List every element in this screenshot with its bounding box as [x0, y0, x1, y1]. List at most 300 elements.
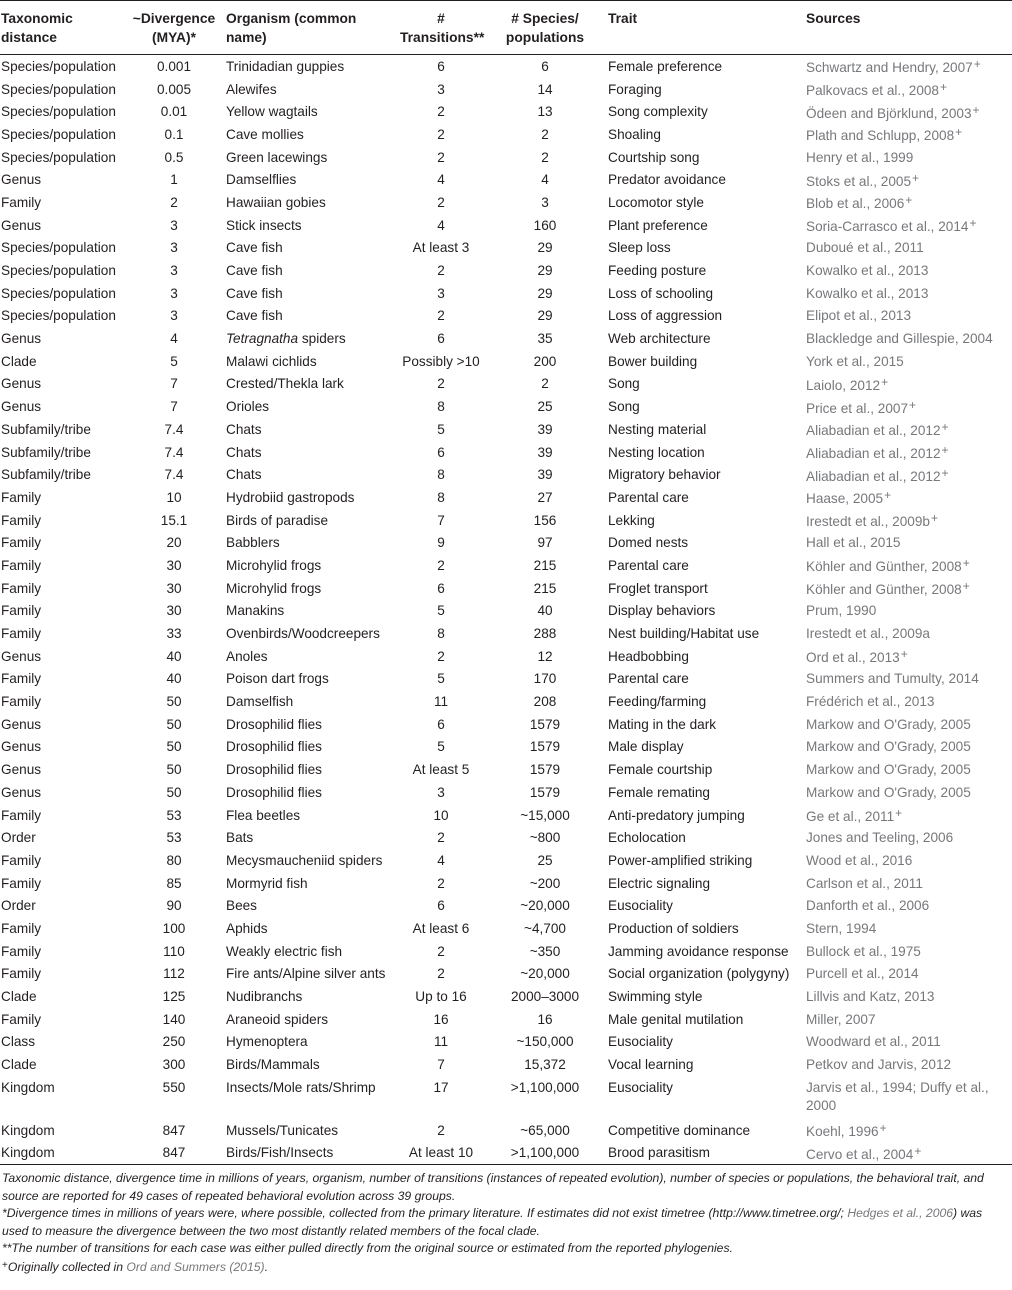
cell-trait-text: Lekking	[608, 512, 655, 528]
cell-divergence	[124, 350, 224, 373]
cell-organism-text: Flea beetles	[226, 807, 301, 823]
cell-source-text: Petkov and Jarvis, 2012	[806, 1057, 952, 1073]
footnote-divergence-ref[interactable]: Hedges et al., 2006	[847, 1206, 954, 1221]
cell-divergence	[124, 645, 224, 668]
cell-source[interactable]	[804, 441, 1012, 464]
cell-divergence-text: 125	[162, 989, 186, 1005]
cell-source[interactable]	[804, 781, 1012, 804]
cell-species	[484, 305, 606, 328]
cell-trait-text: Echolocation	[608, 830, 686, 846]
cell-species	[484, 78, 606, 101]
cell-transitions-text: 4	[437, 172, 445, 188]
cell-source[interactable]	[804, 305, 1012, 328]
cell-source[interactable]	[804, 1119, 1012, 1142]
cell-source-text: Koehl, 1996	[806, 1124, 879, 1140]
cell-divergence-text: 40	[166, 671, 182, 687]
cell-taxonomic-distance	[0, 305, 124, 328]
cell-transitions-text: 3	[437, 784, 445, 800]
cell-organism-text: Cave fish	[226, 308, 283, 324]
cell-trait-text: Production of soldiers	[608, 920, 739, 936]
table-row	[0, 849, 1012, 872]
cell-trait-text: Jamming avoidance response	[608, 943, 789, 959]
cell-source-text: Blob et al., 2006	[806, 196, 905, 212]
cell-source[interactable]	[804, 963, 1012, 986]
cell-transitions-text: 5	[437, 603, 445, 619]
cell-source[interactable]	[804, 804, 1012, 827]
cell-source-text: Elipot et al., 2013	[806, 308, 912, 324]
organism-rest: spiders	[298, 331, 346, 347]
cell-organism-text: Damselfish	[226, 694, 294, 710]
cell-taxonomic-distance	[0, 963, 124, 986]
cell-source[interactable]	[804, 622, 1012, 645]
cell-transitions	[398, 1142, 484, 1165]
cell-divergence-text: 53	[166, 830, 182, 846]
cell-taxonomic-distance-text: Subfamily/tribe	[1, 421, 91, 437]
cell-divergence-text: 3	[170, 263, 178, 279]
cell-divergence-text: 15.1	[160, 512, 188, 528]
cell-divergence	[124, 463, 224, 486]
cell-trait-text: Swimming style	[608, 989, 703, 1005]
cell-organism	[224, 917, 398, 940]
cell-species-text: ~150,000	[516, 1034, 574, 1050]
table-row	[0, 463, 1012, 486]
cell-divergence	[124, 237, 224, 260]
cell-species	[484, 123, 606, 146]
cell-divergence-text: 30	[166, 603, 182, 619]
cell-species	[484, 894, 606, 917]
cell-source[interactable]	[804, 395, 1012, 418]
cell-species	[484, 600, 606, 623]
cell-transitions	[398, 804, 484, 827]
cell-trait	[606, 100, 804, 123]
cell-organism	[224, 168, 398, 191]
cell-trait	[606, 1008, 804, 1031]
table-row	[0, 214, 1012, 237]
table-row	[0, 55, 1012, 78]
cell-trait	[606, 963, 804, 986]
cell-taxonomic-distance-text: Subfamily/tribe	[1, 444, 91, 460]
cell-divergence	[124, 55, 224, 78]
cell-organism	[224, 849, 398, 872]
header-sources: Sources	[804, 1, 1012, 55]
cell-source[interactable]	[804, 418, 1012, 441]
cell-source-text: Summers and Tumulty, 2014	[806, 671, 979, 687]
cell-source[interactable]	[804, 463, 1012, 486]
cell-divergence-text: 7.4	[164, 467, 184, 483]
cell-taxonomic-distance-text: Genus	[1, 739, 42, 755]
cell-divergence	[124, 1076, 224, 1119]
cell-taxonomic-distance-text: Clade	[1, 353, 37, 369]
cell-source[interactable]	[804, 259, 1012, 282]
cell-source-text: Henry et al., 1999	[806, 149, 914, 165]
original-source-mark: +	[962, 579, 970, 594]
cell-species	[484, 781, 606, 804]
table-row	[0, 758, 1012, 781]
cell-transitions-text: 4	[437, 217, 445, 233]
footnote-original-ref[interactable]: Ord and Summers (2015)	[126, 1260, 265, 1275]
cell-transitions	[398, 622, 484, 645]
cell-organism-text: Babblers	[226, 535, 280, 551]
cell-organism	[224, 350, 398, 373]
cell-trait	[606, 191, 804, 214]
cell-organism-text: Mormyrid fish	[226, 875, 308, 891]
cell-species	[484, 441, 606, 464]
cell-source[interactable]	[804, 1076, 1012, 1119]
cell-species-text: 1579	[529, 762, 561, 778]
cell-species	[484, 736, 606, 759]
cell-transitions-text: 2	[437, 263, 445, 279]
cell-divergence-text: 100	[162, 920, 186, 936]
cell-transitions	[398, 1053, 484, 1076]
cell-source[interactable]	[804, 237, 1012, 260]
cell-species-text: 2	[541, 126, 549, 142]
cell-taxonomic-distance-text: Family	[1, 512, 42, 528]
table-row	[0, 395, 1012, 418]
cell-trait-text: Froglet transport	[608, 580, 708, 596]
cell-transitions-text: 3	[437, 285, 445, 301]
cell-organism	[224, 305, 398, 328]
cell-taxonomic-distance	[0, 168, 124, 191]
cell-species	[484, 395, 606, 418]
cell-trait-text: Foraging	[608, 81, 662, 97]
table-row	[0, 146, 1012, 169]
cell-source[interactable]	[804, 373, 1012, 396]
cell-divergence	[124, 1053, 224, 1076]
cell-trait	[606, 373, 804, 396]
cell-trait-text: Headbobbing	[608, 648, 689, 664]
cell-organism	[224, 327, 398, 350]
cell-trait	[606, 554, 804, 577]
cell-organism-text: Insects/Mole rats/Shrimp	[226, 1079, 376, 1095]
cell-organism	[224, 963, 398, 986]
cell-organism-text: Ovenbirds/Woodcreepers	[226, 626, 380, 642]
cell-source[interactable]	[804, 849, 1012, 872]
cell-source-text: Markow and O'Grady, 2005	[806, 762, 971, 778]
cell-source-text: Laiolo, 2012	[806, 377, 881, 393]
cell-source[interactable]	[804, 350, 1012, 373]
cell-species	[484, 1008, 606, 1031]
cell-trait	[606, 804, 804, 827]
cell-trait	[606, 350, 804, 373]
cell-source[interactable]	[804, 554, 1012, 577]
cell-transitions-text: At least 5	[412, 762, 470, 778]
cell-source-text: Soria-Carrasco et al., 2014	[806, 219, 969, 235]
cell-transitions-text: 2	[437, 830, 445, 846]
cell-species	[484, 963, 606, 986]
cell-divergence-text: 1	[170, 172, 178, 188]
cell-taxonomic-distance-text: Species/population	[1, 285, 116, 301]
cell-organism	[224, 894, 398, 917]
table-row	[0, 804, 1012, 827]
cell-source[interactable]	[804, 894, 1012, 917]
cell-trait-text: Bower building	[608, 353, 698, 369]
cell-divergence-text: 50	[166, 784, 182, 800]
cell-taxonomic-distance-text: Class	[1, 1034, 35, 1050]
cell-divergence	[124, 713, 224, 736]
cell-organism	[224, 373, 398, 396]
cell-transitions	[398, 894, 484, 917]
cell-source[interactable]	[804, 123, 1012, 146]
cell-organism	[224, 826, 398, 849]
cell-trait	[606, 826, 804, 849]
cell-species-text: 2	[541, 149, 549, 165]
cell-species	[484, 55, 606, 78]
cell-divergence	[124, 146, 224, 169]
cell-species-text: 208	[533, 694, 557, 710]
cell-trait	[606, 1076, 804, 1119]
cell-source[interactable]	[804, 758, 1012, 781]
cell-trait-text: Sleep loss	[608, 240, 671, 256]
genus-name: Tetragnatha	[226, 331, 299, 347]
cell-trait	[606, 509, 804, 532]
table-row	[0, 1031, 1012, 1054]
cell-source[interactable]	[804, 486, 1012, 509]
cell-organism-text: Poison dart frogs	[226, 671, 329, 687]
cell-source[interactable]	[804, 531, 1012, 554]
cell-source[interactable]	[804, 78, 1012, 101]
cell-transitions	[398, 282, 484, 305]
cell-divergence-text: 30	[166, 557, 182, 573]
cell-transitions	[398, 554, 484, 577]
cell-organism	[224, 713, 398, 736]
cell-source-text: Jones and Teeling, 2006	[806, 830, 954, 846]
cell-source[interactable]	[804, 1008, 1012, 1031]
cell-species	[484, 214, 606, 237]
table-row	[0, 872, 1012, 895]
header-organism: Organism (common name)	[224, 1, 398, 55]
cell-organism	[224, 1076, 398, 1119]
cell-source-text: Stern, 1994	[806, 920, 877, 936]
cell-organism	[224, 214, 398, 237]
header-species: # Species/ populations	[484, 1, 606, 55]
cell-divergence-text: 33	[166, 626, 182, 642]
cell-organism-text: Nudibranchs	[226, 989, 303, 1005]
table-row	[0, 826, 1012, 849]
cell-organism-text: Birds/Mammals	[226, 1057, 320, 1073]
cell-transitions	[398, 736, 484, 759]
cell-source[interactable]	[804, 668, 1012, 691]
cell-taxonomic-distance	[0, 1008, 124, 1031]
cell-trait-text: Parental care	[608, 671, 689, 687]
cell-transitions-text: Possibly >10	[402, 353, 480, 369]
cell-transitions	[398, 963, 484, 986]
table-row	[0, 486, 1012, 509]
original-source-mark: +	[962, 556, 970, 571]
table-row	[0, 259, 1012, 282]
cell-taxonomic-distance	[0, 554, 124, 577]
cell-transitions-text: 5	[437, 421, 445, 437]
cell-divergence	[124, 214, 224, 237]
cell-trait-text: Migratory behavior	[608, 467, 721, 483]
cell-taxonomic-distance-text: Family	[1, 943, 42, 959]
cell-transitions	[398, 577, 484, 600]
table-row	[0, 622, 1012, 645]
cell-organism	[224, 486, 398, 509]
cell-transitions	[398, 668, 484, 691]
cell-organism	[224, 1053, 398, 1076]
cell-transitions	[398, 985, 484, 1008]
cell-transitions-text: 17	[433, 1079, 449, 1095]
cell-species-text: 156	[533, 512, 557, 528]
cell-taxonomic-distance	[0, 849, 124, 872]
cell-taxonomic-distance-text: Order	[1, 830, 36, 846]
cell-trait-text: Song	[608, 376, 640, 392]
cell-source[interactable]	[804, 214, 1012, 237]
cell-divergence-text: 0.001	[156, 58, 192, 74]
cell-source-text: Aliabadian et al., 2012	[806, 468, 941, 484]
cell-source[interactable]	[804, 1142, 1012, 1165]
cell-transitions	[398, 486, 484, 509]
cell-organism-text: Malawi cichlids	[226, 353, 317, 369]
cell-transitions-text: 16	[433, 1011, 449, 1027]
cell-transitions-text: 2	[437, 648, 445, 664]
original-source-mark: +	[969, 216, 977, 231]
cell-source[interactable]	[804, 1031, 1012, 1054]
cell-source[interactable]	[804, 327, 1012, 350]
cell-source[interactable]	[804, 826, 1012, 849]
cell-transitions	[398, 373, 484, 396]
cell-divergence	[124, 1008, 224, 1031]
cell-source-text: Markow and O'Grady, 2005	[806, 716, 971, 732]
table-row	[0, 963, 1012, 986]
cell-taxonomic-distance-text: Species/population	[1, 308, 116, 324]
cell-species-text: 39	[537, 467, 553, 483]
cell-taxonomic-distance	[0, 1031, 124, 1054]
cell-organism	[224, 758, 398, 781]
cell-organism-text: Mussels/Tunicates	[226, 1122, 339, 1138]
cell-transitions-text: 2	[437, 126, 445, 142]
cell-trait-text: Courtship song	[608, 149, 700, 165]
cell-source[interactable]	[804, 872, 1012, 895]
cell-source[interactable]	[804, 736, 1012, 759]
cell-trait-text: Mating in the dark	[608, 716, 717, 732]
cell-transitions-text: 6	[437, 898, 445, 914]
cell-organism	[224, 690, 398, 713]
table-row	[0, 894, 1012, 917]
cell-species-text: 2000–3000	[510, 989, 580, 1005]
cell-divergence	[124, 622, 224, 645]
cell-source[interactable]	[804, 940, 1012, 963]
cell-organism	[224, 1008, 398, 1031]
cell-transitions	[398, 191, 484, 214]
table-row	[0, 441, 1012, 464]
cell-organism	[224, 1119, 398, 1142]
cell-source[interactable]	[804, 191, 1012, 214]
cell-species	[484, 100, 606, 123]
cell-species	[484, 849, 606, 872]
cell-source[interactable]	[804, 55, 1012, 78]
cell-taxonomic-distance	[0, 1142, 124, 1165]
cell-source[interactable]	[804, 645, 1012, 668]
cell-source-text: Duboué et al., 2011	[806, 240, 924, 256]
footnote-original-source	[2, 1257, 1010, 1276]
cell-taxonomic-distance-text: Genus	[1, 784, 42, 800]
cell-taxonomic-distance	[0, 123, 124, 146]
cell-species	[484, 463, 606, 486]
cell-source-text: Aliabadian et al., 2012	[806, 423, 941, 439]
cell-source[interactable]	[804, 168, 1012, 191]
original-source-mark: +	[895, 806, 903, 821]
cell-species	[484, 622, 606, 645]
cell-species-text: 16	[537, 1011, 553, 1027]
cell-divergence-text: 7.4	[164, 421, 184, 437]
cell-trait-text: Vocal learning	[608, 1057, 694, 1073]
cell-source[interactable]	[804, 146, 1012, 169]
table-row	[0, 1053, 1012, 1076]
cell-divergence	[124, 963, 224, 986]
cell-source[interactable]	[804, 509, 1012, 532]
cell-taxonomic-distance-text: Species/population	[1, 149, 116, 165]
cell-source-text: Woodward et al., 2011	[806, 1034, 941, 1050]
cell-taxonomic-distance	[0, 191, 124, 214]
cell-divergence-text: 7	[170, 376, 178, 392]
cell-taxonomic-distance	[0, 758, 124, 781]
cell-trait-text: Predator avoidance	[608, 172, 726, 188]
table-row	[0, 191, 1012, 214]
cell-taxonomic-distance-text: Family	[1, 535, 42, 551]
table-row	[0, 736, 1012, 759]
cell-taxonomic-distance-text: Family	[1, 852, 42, 868]
cell-divergence-text: 300	[162, 1057, 186, 1073]
cell-source[interactable]	[804, 600, 1012, 623]
cell-trait	[606, 849, 804, 872]
cell-trait-text: Anti-predatory jumping	[608, 807, 745, 823]
cell-source[interactable]	[804, 282, 1012, 305]
cell-source[interactable]	[804, 577, 1012, 600]
cell-source[interactable]	[804, 1053, 1012, 1076]
cell-divergence	[124, 1142, 224, 1165]
cell-transitions	[398, 531, 484, 554]
cell-taxonomic-distance-text: Clade	[1, 1057, 37, 1073]
table-row	[0, 168, 1012, 191]
table-row	[0, 1142, 1012, 1165]
cell-divergence-text: 250	[162, 1034, 186, 1050]
table-header-row	[0, 1, 1012, 55]
cell-source-text: Bullock et al., 1975	[806, 943, 921, 959]
cell-organism-text: Stick insects	[226, 217, 302, 233]
cell-transitions-text: 6	[437, 58, 445, 74]
cell-source[interactable]	[804, 985, 1012, 1008]
cell-transitions	[398, 214, 484, 237]
cell-taxonomic-distance-text: Family	[1, 557, 42, 573]
cell-trait	[606, 577, 804, 600]
cell-taxonomic-distance	[0, 78, 124, 101]
cell-taxonomic-distance	[0, 395, 124, 418]
cell-taxonomic-distance-text: Genus	[1, 716, 42, 732]
cell-taxonomic-distance	[0, 441, 124, 464]
cell-organism	[224, 985, 398, 1008]
cell-trait	[606, 668, 804, 691]
cell-transitions-text: At least 6	[412, 920, 470, 936]
cell-divergence-text: 20	[166, 535, 182, 551]
cell-source[interactable]	[804, 713, 1012, 736]
cell-source[interactable]	[804, 100, 1012, 123]
cell-source[interactable]	[804, 690, 1012, 713]
cell-source-text: Jarvis et al., 1994; Duffy et al., 2000	[806, 1079, 989, 1113]
cell-source-text: Blackledge and Gillespie, 2004	[806, 331, 993, 347]
cell-organism-text: Microhylid frogs	[226, 557, 322, 573]
cell-species-text: 200	[533, 353, 557, 369]
cell-species-text: 40	[537, 603, 553, 619]
cell-taxonomic-distance	[0, 327, 124, 350]
cell-divergence-text: 10	[166, 489, 182, 505]
cell-trait-text: Parental care	[608, 489, 689, 505]
cell-source[interactable]	[804, 917, 1012, 940]
cell-divergence	[124, 826, 224, 849]
cell-transitions	[398, 259, 484, 282]
cell-species-text: 4	[541, 172, 549, 188]
original-source-mark: +	[905, 193, 913, 208]
